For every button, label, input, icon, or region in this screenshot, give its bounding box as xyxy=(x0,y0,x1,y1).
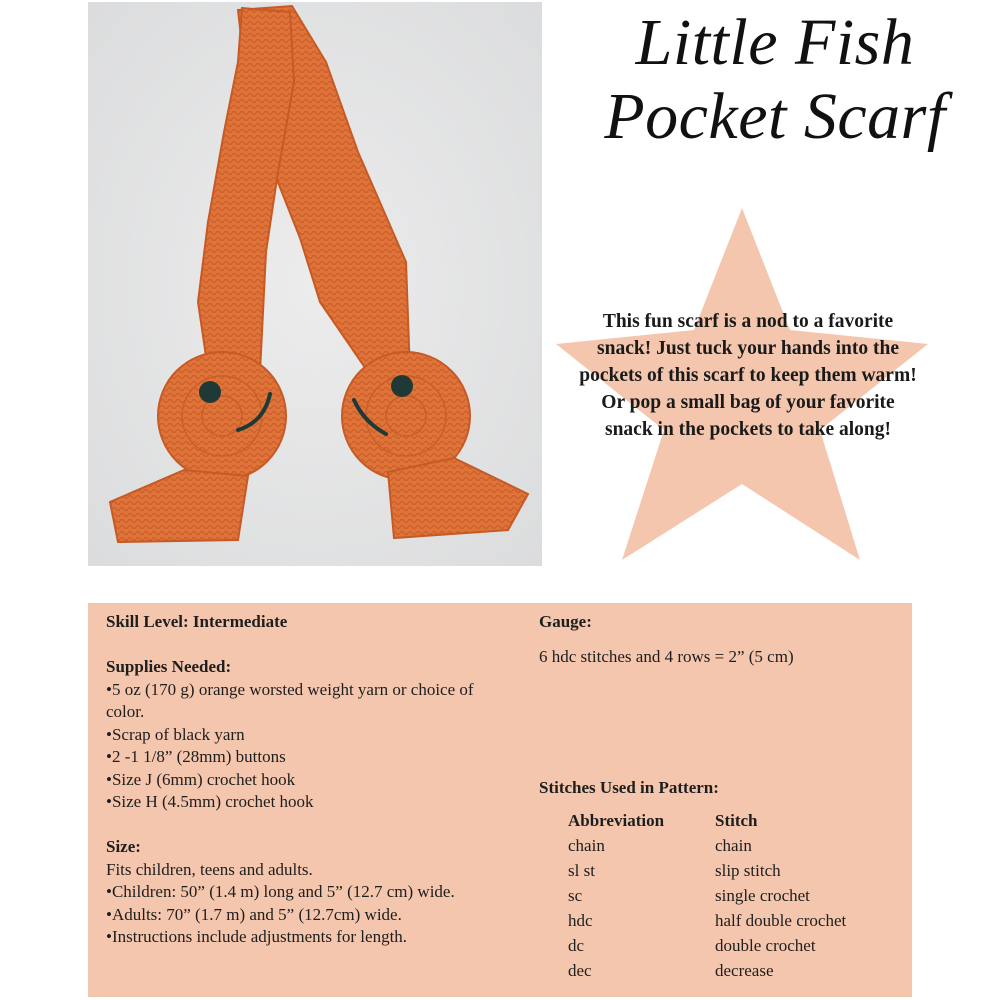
gauge-section xyxy=(539,611,899,668)
stitches-heading: Stitches Used in Pattern: xyxy=(539,778,719,797)
scarf-photo xyxy=(88,2,542,566)
supply-item: •2 -1 1/8” (28mm) buttons xyxy=(106,747,286,766)
abbrev-cell: chain xyxy=(568,836,605,855)
table-row xyxy=(568,883,846,908)
abbrev-cell: dc xyxy=(568,936,585,955)
size-item: •Children: 50” (1.4 m) long and 5” (12.7 cm) wide. xyxy=(106,882,455,901)
size-item: •Adults: 70” (1.7 m) and 5” (12.7cm) wide. xyxy=(106,904,402,924)
stitch-cell: decrease xyxy=(715,961,774,980)
title-line-1: Little Fish xyxy=(635,6,915,79)
stitch-cell: double crochet xyxy=(715,936,816,955)
stitch-cell: single crochet xyxy=(715,886,810,905)
table-row xyxy=(568,858,846,883)
gauge-text: 6 hdc stitches and 4 rows = 2” (5 cm) xyxy=(539,646,794,666)
table-row xyxy=(568,833,846,858)
stitch-cell: half double crochet xyxy=(715,911,847,930)
scarf-illustration xyxy=(88,2,542,566)
skill-level: Skill Level: Intermediate xyxy=(106,612,288,631)
abbrev-cell: hdc xyxy=(568,911,593,930)
stitch-table xyxy=(568,808,846,983)
title-line-2: Pocket Scarf xyxy=(604,79,946,153)
col-stitch: Stitch xyxy=(715,811,758,830)
supply-item: •Scrap of black yarn xyxy=(106,724,245,744)
size-heading: Size: xyxy=(106,837,141,856)
abbrev-cell: sl st xyxy=(568,861,595,880)
table-header-row xyxy=(568,808,846,833)
stitch-cell: slip stitch xyxy=(715,861,781,880)
table-row xyxy=(568,908,846,933)
abbrev-cell: sc xyxy=(568,886,583,905)
supply-item: •Size J (6mm) crochet hook xyxy=(106,769,296,789)
table-row xyxy=(568,933,846,958)
supplies-heading: Supplies Needed: xyxy=(106,657,232,676)
col-abbreviation: Abbreviation xyxy=(568,811,665,830)
supply-item: •Size H (4.5mm) crochet hook xyxy=(106,792,314,811)
size-item: •Instructions include adjustments for length. xyxy=(106,927,408,946)
table-row xyxy=(568,958,846,983)
abbrev-cell: dec xyxy=(568,961,592,980)
info-panel xyxy=(88,603,912,997)
gauge-heading: Gauge: xyxy=(539,612,592,631)
size-item: Fits children, teens and adults. xyxy=(106,859,313,879)
supply-item: •5 oz (170 g) orange worsted weight yarn or choice of color. xyxy=(106,679,474,721)
left-column xyxy=(106,611,496,949)
stitch-cell: chain xyxy=(715,836,752,855)
page-title xyxy=(560,6,990,154)
intro-blurb: This fun scarf is a nod to a favorite snack! Just tuck your hands into the pockets of this scarf to keep them warm! Or pop a small bag of your favorite snack in the pockets to take along! xyxy=(579,311,917,440)
